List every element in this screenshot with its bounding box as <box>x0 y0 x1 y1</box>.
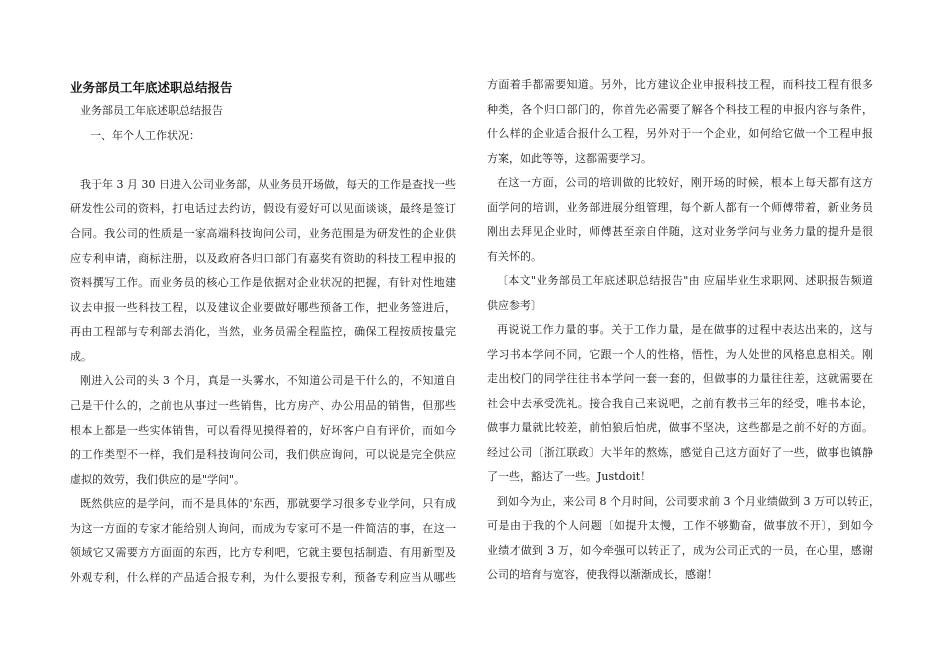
paragraph-line: 供应参考〕 <box>487 299 542 312</box>
paragraph-line: 业务部员工年底述职总结报告 <box>80 104 223 117</box>
paragraph-line: 为这一方面的专家才能给别人询问，而成为专家可不是一件简洁的事，在这一 <box>70 522 456 535</box>
paragraph-line: 业绩才做到 3 万，如今牵强可以转正了，成为公司正式的一员，在心里，感谢 <box>487 544 873 557</box>
paragraph-line: 领域它又需要方方面面的东西，比方专利吧，它就主要包括制造、有用新型及 <box>70 546 456 559</box>
paragraph-line: 做事力量就比较差，前怕狼后怕虎，做事不坚决，这些都是之前不好的方面。 <box>487 421 873 434</box>
paragraph-line: 成。 <box>70 350 92 363</box>
paragraph-line: 外观专利，什么样的产品适合报专利，为什么要报专利，预备专利应当从哪些 <box>70 571 456 584</box>
paragraph-line: 种类，各个归口部门的，你首先必需要了解各个科技工程的申报内容与条件， <box>487 103 873 116</box>
paragraph-line: 方案，如此等等，这都需要学习。 <box>487 152 652 165</box>
paragraph-line: 走出校门的同学往往书本学问一套一套的，但做事的力量往往差，这就需要在 <box>487 372 873 385</box>
paragraph-line: 再说说工作力量的事。关于工作力量，是在做事的过程中表达出来的，这与 <box>497 323 873 336</box>
paragraph-line: 到如今为止，来公司 8 个月时间，公司要求前 3 个月业绩做到 3 万可以转正， <box>497 495 880 508</box>
paragraph-line: 方面着手都需要知道。另外，比方建议企业申报科技工程，而科技工程有很多 <box>487 78 873 91</box>
paragraph-line: 有关怀的。 <box>487 250 542 263</box>
paragraph-line: 刚进入公司的头 3 个月，真是一头雾水，不知道公司是干什么的，不知道自 <box>80 374 456 387</box>
paragraph-line: 学习书本学问不同，它跟一个人的性格，悟性，为人处世的风格息息相关。刚 <box>487 348 873 361</box>
paragraph-line: 〔本文"业务部员工年底述职总结报告"由 应届毕业生求职网、述职报告频道 <box>497 274 873 287</box>
paragraph-line: 我于年 3 月 30 日进入公司业务部，从业务员开场做，每天的工作是查找一些 <box>80 178 456 191</box>
paragraph-line: 虚拟的效劳，我们供应的是"学问"。 <box>70 473 246 486</box>
document-title: 业务部员工年底述职总结报告 <box>70 80 233 95</box>
paragraph-line: 议去申报一些科技工程，以及建议企业要做好哪些预备工作，把业务签进后， <box>70 301 456 314</box>
paragraph-line: 研发性公司的资料，打电话过去约访，假设有爱好可以见面谈谈，最终是签订 <box>70 202 456 215</box>
paragraph-line: 资料撰写工作。而业务员的核心工作是依据对企业状况的把握，有针对性地建 <box>70 276 456 289</box>
paragraph-line: 公司的培育与宽容，使我得以渐渐成长，感谢！ <box>487 568 718 581</box>
paragraph-line: 的工作类型不一样，我们是科技询问公司，我们供应询问，可以说是完全供应 <box>70 448 456 461</box>
paragraph-line: 根本上都是一些实体销售，可以看得见摸得着的，好坏客户自有评价，而如今 <box>70 424 456 437</box>
paragraph-line: 面学问的培训，业务部进展分组管理，每个新人都有一个师傅带着，新业务员 <box>487 201 873 214</box>
paragraph-line: 一、年个人工作状况： <box>90 129 200 142</box>
paragraph-line: 了一些，豁达了一些。Justdoit！ <box>487 470 652 483</box>
paragraph-line: 再由工程部与专利部去消化，当然，业务员需全程监控，确保工程按质按量完 <box>70 325 456 338</box>
paragraph-line: 刚出去拜见企业时，师傅甚至亲自伴随，这对业务学问与业务力量的提升是很 <box>487 225 873 238</box>
paragraph-line: 经过公司〔浙江联政〕大半年的熬炼，感觉自己这方面好了一些，做事也镇静 <box>487 446 873 459</box>
paragraph-line: 可是由于我的个人问题〔如提升太慢，工作不够勤奋，做事放不开〕，到如今 <box>487 519 873 532</box>
paragraph-line: 既然供应的是学问，而不是具体的'东西，那就要学习很多专业学问，只有成 <box>80 497 456 510</box>
paragraph-line: 应专利申请，商标注册，以及政府各归口部门有嘉奖有资助的科技工程申报的 <box>70 252 456 265</box>
paragraph-line: 什么样的企业适合报什么工程，另外对于一个企业，如何给它做一个工程申报 <box>487 127 873 140</box>
paragraph-line: 社会中去承受洗礼。接合我自己来说吧，之前有教书三年的经受，唯书本论， <box>487 397 873 410</box>
paragraph-line: 合同。我公司的性质是一家高端科技询问公司，业务范围是为研发性的企业供 <box>70 227 456 240</box>
paragraph-line: 在这一方面，公司的培训做的比较好，刚开场的时候，根本上每天都有这方 <box>497 176 873 189</box>
paragraph-line: 己是干什么的，之前也从事过一些销售，比方房产、办公用品的销售，但那些 <box>70 399 456 412</box>
